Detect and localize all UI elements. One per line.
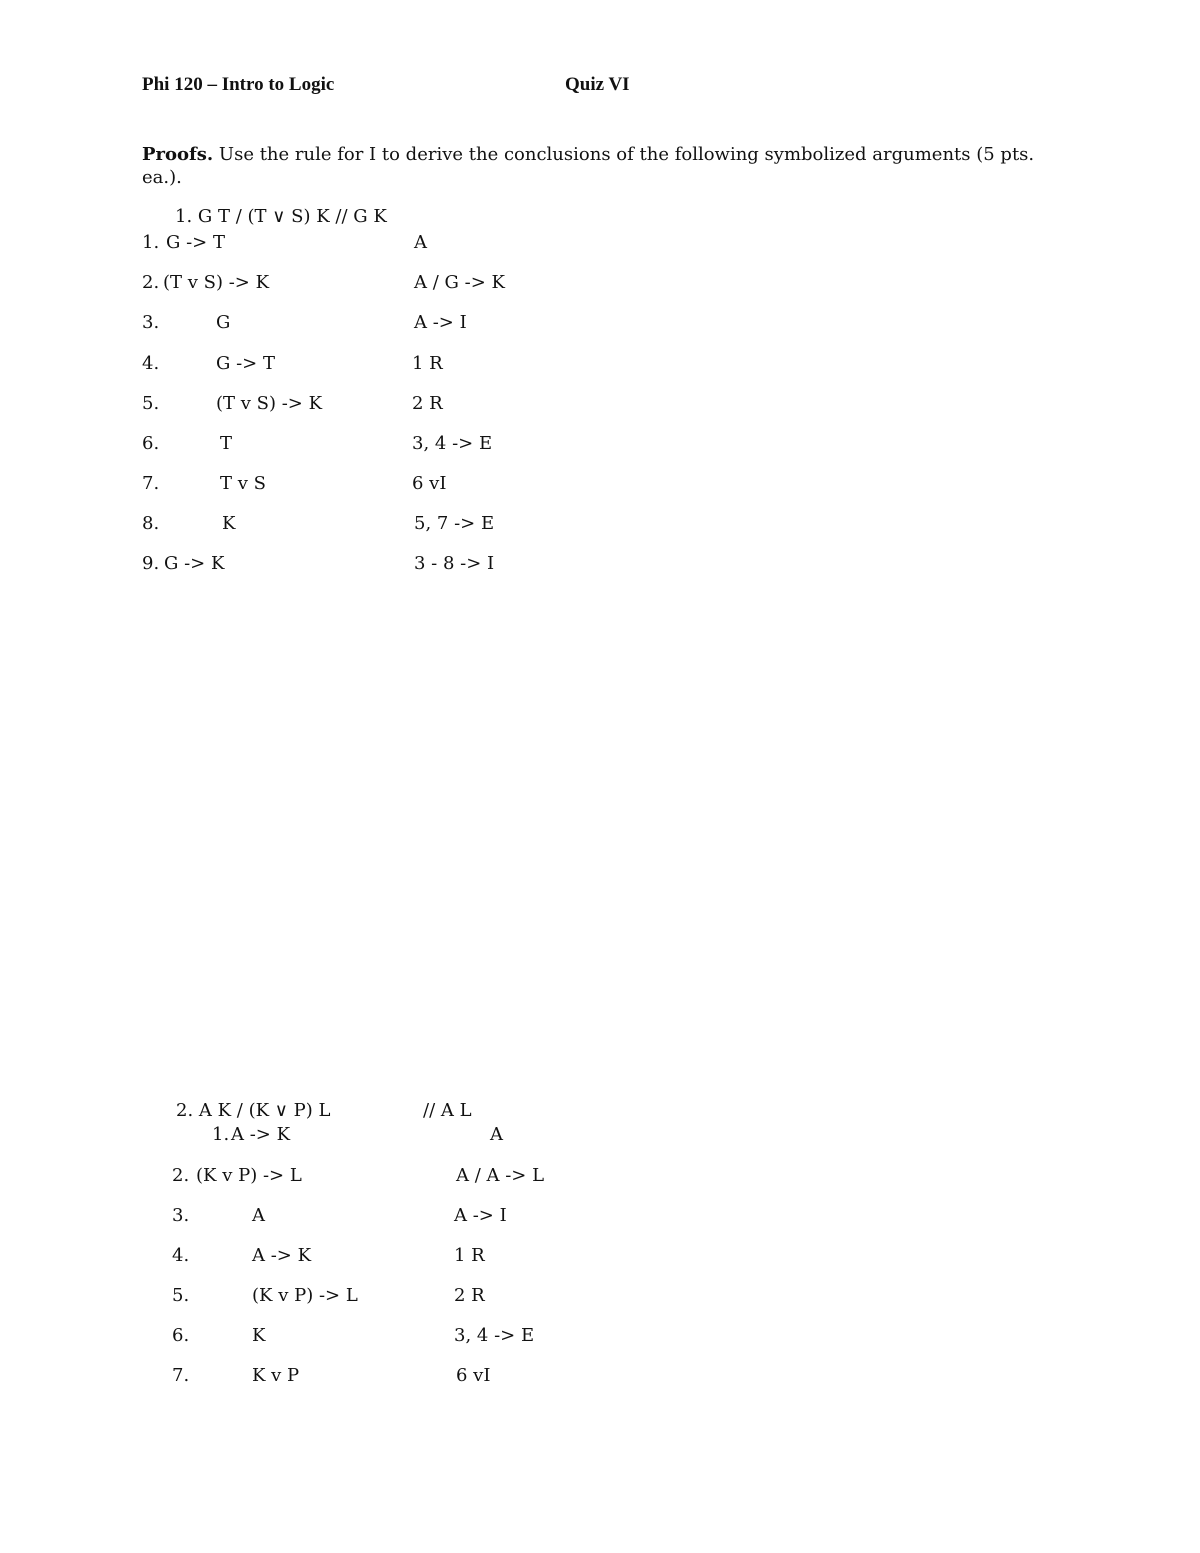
line-justification: A -> I [454, 1205, 507, 1226]
line-formula: T [220, 433, 233, 454]
line-formula: G -> K [164, 553, 225, 574]
line-formula: K [252, 1325, 266, 1346]
problem2-heading: 2. A K / (K ∨ P) L [176, 1100, 331, 1121]
line-number: 5. [172, 1285, 190, 1306]
line-formula: G -> T [216, 353, 275, 374]
line-number: 2. [142, 272, 160, 293]
line-formula: G [216, 312, 231, 333]
instructions-text: Use the rule for I to derive the conclusions of the following symbolized arguments (5 pts. ea.). [142, 144, 1035, 188]
quiz-title: Quiz VI [565, 74, 630, 95]
line-justification: 3 - 8 -> I [414, 553, 495, 574]
line-number: 3. [172, 1205, 190, 1226]
line-justification: A [490, 1124, 503, 1145]
line-justification: 2 R [412, 393, 443, 414]
line-number: 7. [142, 473, 160, 494]
line-formula: (K v P) -> L [252, 1285, 358, 1306]
line-number: 3. [142, 312, 160, 333]
line-justification: 1 R [412, 353, 443, 374]
line-number: 4. [172, 1245, 190, 1266]
line-number: 7. [172, 1365, 190, 1386]
problem1-heading: 1. G T / (T ∨ S) K // G K [175, 206, 387, 227]
line-formula: G -> T [166, 232, 225, 253]
line-justification: 2 R [454, 1285, 485, 1306]
line-formula: T v S [220, 473, 266, 494]
line-formula: A [252, 1205, 265, 1226]
line-justification: 3, 4 -> E [454, 1325, 535, 1346]
line-formula: (T v S) -> K [216, 393, 323, 414]
line-number: 6. [172, 1325, 190, 1346]
line-number: 4. [142, 353, 160, 374]
line-formula: A -> K [231, 1124, 291, 1145]
line-formula: K [222, 513, 236, 534]
instructions [142, 143, 1072, 189]
line-formula: K v P [252, 1365, 300, 1386]
line-number: 8. [142, 513, 160, 534]
instructions-label: Proofs. [142, 144, 214, 165]
course-title: Phi 120 – Intro to Logic [142, 74, 335, 95]
line-formula: A -> K [252, 1245, 312, 1266]
line-justification: 3, 4 -> E [412, 433, 493, 454]
line-number: 9. [142, 553, 160, 574]
line-number: 2. [172, 1165, 190, 1186]
line-justification: 5, 7 -> E [414, 513, 495, 534]
line-justification: A / A -> L [456, 1165, 545, 1186]
line-number: 6. [142, 433, 160, 454]
line-number: 5. [142, 393, 160, 414]
line-formula: (K v P) -> L [196, 1165, 302, 1186]
line-formula: (T v S) -> K [163, 272, 270, 293]
line-justification: A / G -> K [414, 272, 505, 293]
line-justification: 1 R [454, 1245, 485, 1266]
problem2-conclusion: // A L [423, 1100, 472, 1121]
line-number: 1. [142, 232, 160, 253]
line-justification: 6 vI [412, 473, 447, 494]
line-number: 1. [212, 1124, 230, 1145]
line-justification: A [414, 232, 427, 253]
line-justification: A -> I [414, 312, 467, 333]
line-justification: 6 vI [456, 1365, 491, 1386]
